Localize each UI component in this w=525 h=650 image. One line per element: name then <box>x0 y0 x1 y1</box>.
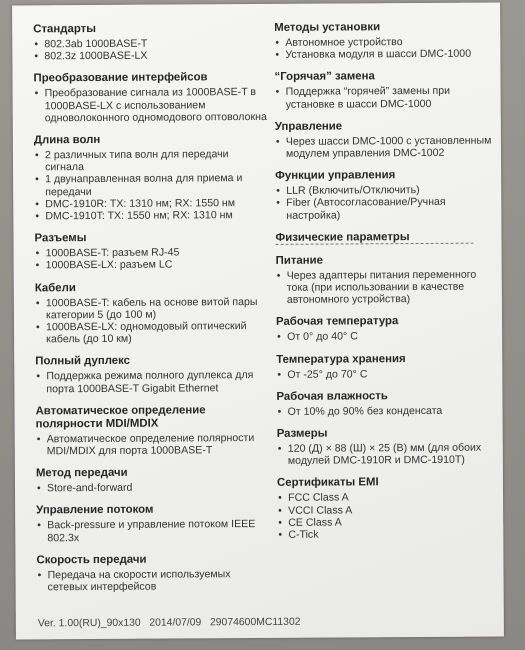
spec-item: • 1000BASE-T: разъем RJ-45 <box>35 246 270 260</box>
section-heading: Автоматическое определение полярности MDI/MDIX <box>35 404 206 431</box>
spec-section <box>277 476 499 541</box>
spec-list <box>35 369 270 395</box>
spec-list <box>36 518 271 544</box>
section-heading: Полный дуплекс <box>35 355 131 368</box>
section-heading: Размеры <box>276 427 328 440</box>
spec-item: • Через шасси DMC-1000 с установленным модулем управления DMC-1002 <box>275 134 497 160</box>
section-heading: Длина волн <box>33 133 101 147</box>
spec-section <box>276 352 498 381</box>
spec-item: • 1000BASE-T: кабель на основе витой пары категории 5 (до 100 м) <box>35 296 270 322</box>
section-heading: Питание <box>275 254 323 267</box>
spec-section <box>36 503 271 544</box>
spec-item: • Поддержка режима полного дуплекса для порта 1000BASE-T Gigabit Ethernet <box>35 369 270 395</box>
spec-item: • Автономное устройство <box>274 36 496 50</box>
spec-item: • C-Tick <box>277 528 499 542</box>
section-heading: “Горячая” замена <box>274 70 375 84</box>
spec-item: • 1 двунаправленная волна для приема и передачи <box>34 172 269 198</box>
spec-section <box>275 169 497 222</box>
spec-item: • FCC Class A <box>277 491 499 505</box>
right-column <box>274 21 499 552</box>
spec-list <box>35 296 270 346</box>
section-heading: Функции управления <box>275 169 396 183</box>
spec-section <box>34 133 270 223</box>
section-heading: Разъемы <box>34 232 87 245</box>
spec-list <box>276 330 498 344</box>
spec-section <box>36 466 271 495</box>
spec-item: • LLR (Включить/Отключить) <box>275 184 497 198</box>
section-heading: Рабочая температура <box>275 315 399 329</box>
spec-item: • От -25° до 70° C <box>276 367 498 381</box>
spec-item: • Автоматическое определение полярности MDI/MDIX для порта 1000BASE-T <box>36 432 271 458</box>
spec-item: • DMC-1910R: TX: 1310 нм; RX: 1550 нм <box>34 197 269 211</box>
spec-item: • Преобразование сигнала из 1000BASE-T в 1000BASE-LX с использованием одноволоконного одномодового оптоволокна <box>34 86 269 124</box>
spec-list <box>276 268 498 306</box>
section-heading: Рабочая влажность <box>276 390 388 403</box>
spec-item: • Поддержка “горячей” замены при установке в шасси DMC-1000 <box>275 85 497 111</box>
spec-list <box>34 148 269 223</box>
spec-item: • Передача на скорости используемых сетевых интерфейсов <box>37 568 272 594</box>
spec-item: • Установка модуля в шасси DMC-1000 <box>274 48 496 62</box>
spec-item: • От 0° до 40° C <box>276 330 498 344</box>
section-heading: Преобразование интерфейсов <box>33 71 208 85</box>
spec-section <box>35 354 270 395</box>
spec-section <box>275 230 497 244</box>
spec-section <box>276 315 498 344</box>
spec-list <box>274 36 496 62</box>
section-heading: Скорость передачи <box>36 553 147 567</box>
spec-section <box>276 253 498 306</box>
spec-section <box>274 70 496 111</box>
spec-section <box>275 119 497 160</box>
spec-list <box>275 134 497 160</box>
section-heading: Метод передачи <box>35 467 128 480</box>
spec-list <box>36 432 271 458</box>
section-heading: Физические параметры <box>275 230 410 244</box>
spec-section <box>33 71 268 124</box>
section-heading: Температура хранения <box>276 352 406 366</box>
spec-section <box>277 427 499 468</box>
spec-item: • Back-pressure и управление потоком IEEE 802.3x <box>36 518 271 544</box>
spec-item: • Fiber (Автосогласование/Ручная настройка) <box>275 196 497 222</box>
spec-list <box>36 481 271 495</box>
spec-list <box>277 442 499 468</box>
spec-section <box>276 389 498 418</box>
spec-item: • От 10% до 90% без конденсата <box>277 404 499 418</box>
spec-list <box>33 37 268 63</box>
spec-item: • 120 (Д) × 88 (Ш) × 25 (В) мм (для обоих модулей DMC-1910R и DMC-1910T) <box>277 442 499 468</box>
section-heading: Управление потоком <box>36 504 154 517</box>
version-footer: Ver. 1.00(RU)_90x130 2014/07/09 29074600MC11302 <box>37 616 301 630</box>
spec-list <box>37 568 272 594</box>
section-heading: Стандарты <box>33 22 96 36</box>
spec-section <box>36 404 271 458</box>
spec-item: • 1000BASE-LX: одномодовый оптический кабель (до 10 км) <box>35 320 270 346</box>
spec-section <box>34 231 269 272</box>
spec-section <box>274 21 496 62</box>
section-heading: Кабели <box>34 281 76 295</box>
spec-item: • 2 различных типа волн для передачи сигнала <box>34 148 269 174</box>
section-heading: Сертификаты EMI <box>276 476 379 490</box>
spec-item: • Через адаптеры питания переменного тока (при использовании в качестве автономного устройства) <box>276 268 498 306</box>
spec-list <box>277 404 499 418</box>
spec-list <box>275 184 497 222</box>
spec-section <box>36 553 271 594</box>
spec-item: • Store-and-forward <box>36 481 271 495</box>
spec-sheet <box>12 3 504 640</box>
spec-list <box>276 367 498 381</box>
spec-list <box>275 85 497 111</box>
spec-item: • 802.3ab 1000BASE-T <box>33 37 268 51</box>
section-heading: Управление <box>274 120 343 133</box>
spec-item: • VCCI Class A <box>277 503 499 517</box>
spec-list <box>277 491 499 541</box>
spec-item: • 802.3z 1000BASE-LX <box>33 49 268 63</box>
spec-section <box>33 22 268 63</box>
spec-item: • DMC-1910T: TX: 1550 нм; RX: 1310 нм <box>34 209 269 223</box>
section-heading: Методы установки <box>274 21 381 34</box>
spec-item: • 1000BASE-LX: разъем LC <box>35 258 270 272</box>
spec-item: • CE Class A <box>277 515 499 529</box>
spec-section <box>35 281 270 346</box>
spec-list <box>35 246 270 272</box>
left-column <box>33 22 272 604</box>
spec-list <box>34 86 269 124</box>
